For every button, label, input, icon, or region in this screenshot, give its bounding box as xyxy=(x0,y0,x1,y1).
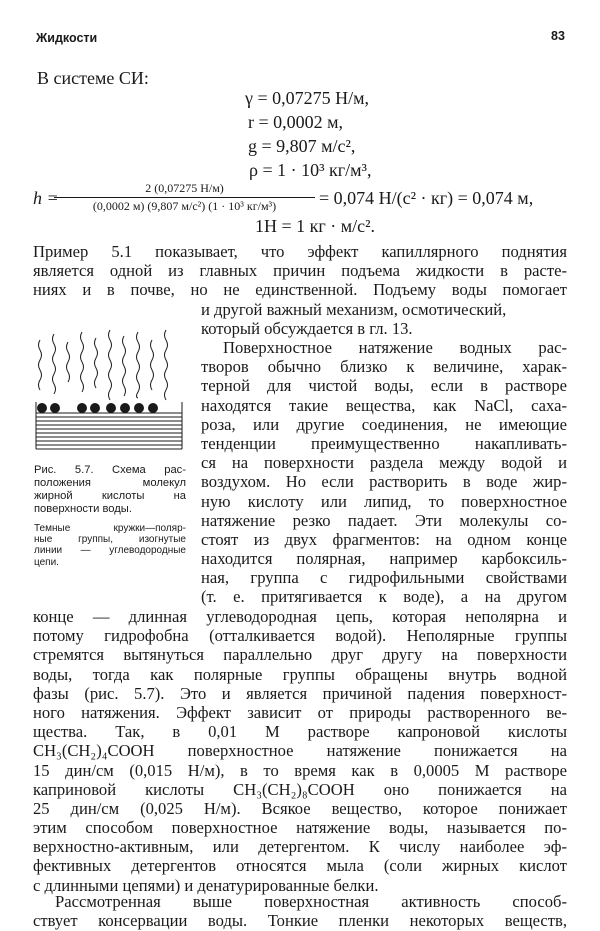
polar-head xyxy=(90,403,100,413)
text-line: фективных детергентов относятся мыла (соли жирных кислот xyxy=(33,856,567,876)
text-line: терной для чистой воды, если в растворе xyxy=(201,376,567,396)
fraction-denominator: (0,0002 м) (9,807 м/с²) (1 · 10³ кг/м³) xyxy=(92,199,277,213)
equation-rho: ρ = 1 · 10³ кг/м³, xyxy=(249,160,372,180)
text-line: тенденции преимущественно накапливать- xyxy=(201,433,567,453)
text-line: ствует консервации воды. Тонкие пленки некоторых веществ, xyxy=(33,911,567,931)
paragraph-2-full xyxy=(33,607,567,895)
si-units-label: В системе СИ: xyxy=(37,68,149,88)
text-line: 25 дин/см (0,025 Н/м). Всякое вещество, которое понижает xyxy=(33,798,567,818)
text-line: фазы (рис. 5.7). Это и является причиной падения поверхност- xyxy=(33,683,567,703)
caption-line: Рис. 5.7. Схема рас- xyxy=(34,464,186,476)
text-line: находится полярная, например карбоксиль- xyxy=(201,549,567,569)
text-line: стоят из двух фрагментов: на одном конце xyxy=(201,529,567,549)
text-line: 15 дин/см (0,015 Н/м), в то время как в 0,0005 М растворе xyxy=(33,760,567,780)
text-line: каприновой кислоты CH₃(CH₂)₈COOH оно понижается на xyxy=(33,779,567,799)
text-line: конце — длинная углеводородная цепь, которая неполярна и xyxy=(33,607,567,626)
text-line: ся на поверхности раздела между водой и xyxy=(201,453,567,473)
polar-head xyxy=(134,403,144,413)
text-line: потому гидрофобна (отталкивается водой). Неполярные группы xyxy=(33,626,567,646)
equation-newton: 1Н = 1 кг · м/с². xyxy=(255,216,376,236)
text-line: воздухом. Но если растворить в воде жир- xyxy=(201,472,567,492)
text-line: воды, тогда как полярные группы обращены внутрь водной xyxy=(33,664,567,684)
figure-fatty-acid-monolayer xyxy=(32,322,188,463)
polar-head xyxy=(148,403,158,413)
text-line: с длинными цепями) и денатурированные белки. xyxy=(33,875,379,895)
note-line: линии — углеводородные xyxy=(34,545,186,557)
text-line: ную кислоту или липид, то поверхностное xyxy=(201,491,567,511)
equation-h-fraction xyxy=(54,181,315,214)
paragraph-2-wrap xyxy=(201,338,567,607)
paragraph-1-wrap xyxy=(201,300,567,338)
equation-r: r = 0,0002 м, xyxy=(248,112,344,132)
fraction-numerator: 2 (0,07275 Н/м) xyxy=(145,181,224,195)
running-header: Жидкости xyxy=(36,31,98,45)
text-line: Пример 5.1 показывает, что эффект капиллярного поднятия xyxy=(33,242,567,261)
polar-head xyxy=(106,403,116,413)
text-line: стремятся вытянуться параллельно друг другу на поверхности xyxy=(33,645,567,665)
caption-line: положения молекул xyxy=(34,477,186,489)
caption-line: поверхности воды. xyxy=(34,503,132,515)
text-line: Рассмотренная выше поверхностная активность способ- xyxy=(55,892,567,911)
text-line: CH₃(CH₂)₄COOH поверхностное натяжение понижается на xyxy=(33,741,567,761)
text-line: который обсуждается в гл. 13. xyxy=(201,319,413,339)
polar-head xyxy=(50,403,60,413)
monolayer-diagram xyxy=(32,322,188,458)
caption-line: жирной кислоты на xyxy=(34,490,186,502)
note-line: Темные кружки—поляр- xyxy=(34,523,186,534)
paragraph-3 xyxy=(33,892,567,930)
text-line: верхностно-активным, или детергентом. К числу наиболее эф- xyxy=(33,837,567,857)
polar-head xyxy=(120,403,130,413)
paragraph-1 xyxy=(33,242,567,300)
figure-note xyxy=(34,523,186,568)
text-line: натяжение резко падает. Эти молекулы со- xyxy=(201,510,567,530)
equation-g: g = 9,807 м/с², xyxy=(248,136,356,156)
equation-h-rhs: = 0,074 Н/(с² · кг) = 0,074 м, xyxy=(319,188,534,208)
equation-h-lhs: h = xyxy=(33,188,59,208)
note-line: цепи. xyxy=(34,556,59,568)
equation-gamma: γ = 0,07275 Н/м, xyxy=(245,88,369,108)
text-line: ная, группа с гидрофильными свойствами xyxy=(201,568,567,588)
text-line: ного натяжения. Эффект зависит от природы растворенного ве- xyxy=(33,702,567,722)
text-line: Поверхностное натяжение водных рас- xyxy=(223,338,567,357)
text-line: этим способом поверхностное натяжение воды, называется по- xyxy=(33,818,567,838)
text-line: щества. Так, в 0,01 М растворе капроновой кислоты xyxy=(33,722,567,742)
text-line: (т. е. притягивается к воде), а на другом xyxy=(201,587,567,607)
text-line: является одной из главных причин подъема жидкости в расте- xyxy=(33,261,567,281)
text-line: ниях и в почве, но не единственной. Подъему воды помогает xyxy=(33,280,567,300)
text-line: творов обычно близко к величине, харак- xyxy=(201,357,567,377)
polar-head xyxy=(37,403,47,413)
text-line: и другой важный механизм, осмотический, xyxy=(201,300,507,319)
note-line: ные группы, изогнутые xyxy=(34,534,186,546)
figure-caption xyxy=(34,464,186,516)
polar-head xyxy=(77,403,87,413)
page-number: 83 xyxy=(551,29,565,43)
text-line: находятся такие вещества, как NaCl, саха- xyxy=(201,395,567,415)
text-line: роза, или другие соединения, не имеющие xyxy=(201,414,567,434)
